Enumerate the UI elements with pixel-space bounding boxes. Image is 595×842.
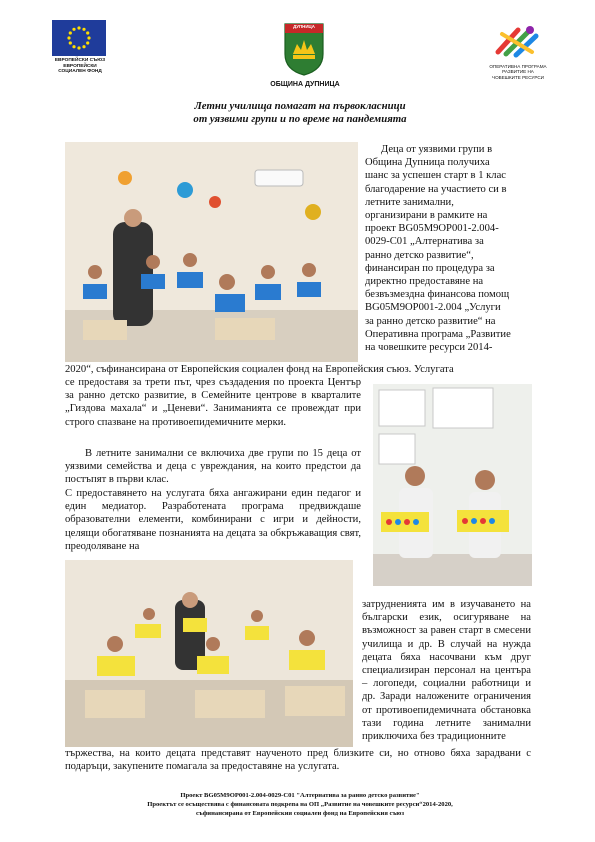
- eu-stars-icon: [52, 20, 106, 56]
- paragraph-2: В летните занимални се включиха две групи по 15 деца от уязвими семейства и деца с увреждания, на които предстои да постъпят в първи клас.: [65, 448, 361, 486]
- paragraph-3: С предоставянето на услугата бяха ангажирани един педагог и един медиатор. Разработената програма предвиждаше образователни елементи, комбинирани с игри и дейности, целящи обогатяване познанията на децата за обкръжаващия свят, преодоляване на: [65, 488, 361, 552]
- paragraph-3-continued: затрудненията им в изучаването на български език, осигуряване на възможност за равен старт в смесени училища и др. В случай на нужда децата бяха насочвани към друг специализиран персонал на центъра – логопеди, социални работници и др. Заради наложените ограничения от противоепидемичната обстановка тази година летните занимални приключиха без традиционните: [362, 599, 531, 743]
- eu-caption: ЕВРОПЕЙСКИ СЪЮЗ ЕВРОПЕЙСКИ СОЦИАЛЕН ФОНД: [54, 58, 106, 75]
- op-hrd-logo: [488, 22, 548, 60]
- footer: Проект BG05M9OP001-2.004-0029-C01 "Алтернатива за ранно детско развитие" Проектът се осъществява с финансовата подкрепа на ОП „Развитие на човешките ресурси“2014-2020, съфинансирана от Европейския социален фонд на Европейския съюз: [147, 792, 453, 817]
- photo-classroom-group: [65, 142, 358, 362]
- municipality-name: ОБЩИНА ДУПНИЦА: [270, 81, 340, 88]
- intro-column: Деца от уязвими групи в Община Дупница получиха шанс за успешен старт в 1 клас благодарение на участието си в летните занимални, организирани в рамките на проект BG05M9OP001-2.004- 0029-C01 „Алтернатива за ранно детско развитие“, финансиран по процедура за директно предоставяне на безвъзмездна финансова помощ BG05M9OP001-2.004 „Услуги за ранно детско развитие“ на Оперативна програма „Развитие на човешките ресурси 2014-: [365, 144, 511, 354]
- paragraph-1-full-line: 2020“, съфинансирана от Европейския социален фонд на Европейския съюз. Услугата: [65, 364, 454, 375]
- dupnitsa-crest-logo: [283, 22, 325, 76]
- article-title: Летни училища помагат на първокласници от уязвими групи и по време на пандемията: [193, 100, 407, 125]
- photo-two-girls: [373, 384, 532, 586]
- photo-classroom-desks: [65, 560, 353, 747]
- crest-label: ДУПНИЦА: [293, 24, 315, 29]
- paragraph-3-end: тържества, на които децата представят наученото пред близките си, но отново бяха зарадвани с подаръци, закупените помагала за предоставяне на услугата.: [65, 748, 531, 773]
- paragraph-1-rest: се предоставя за трети път, чрез създадения по проекта Център за ранно детско развитие, в Семейните центрове в кварталите „Гиздова махала“ и „Ценеви“. Заниманията се провеждат при строго спазване на противоепидемичните мерки.: [65, 377, 361, 428]
- eu-flag-logo: [52, 20, 106, 56]
- op-hrd-caption: ОПЕРАТИВНА ПРОГРАМА РАЗВИТИЕ НА ЧОВЕШКИТЕ РЕСУРСИ: [489, 64, 547, 80]
